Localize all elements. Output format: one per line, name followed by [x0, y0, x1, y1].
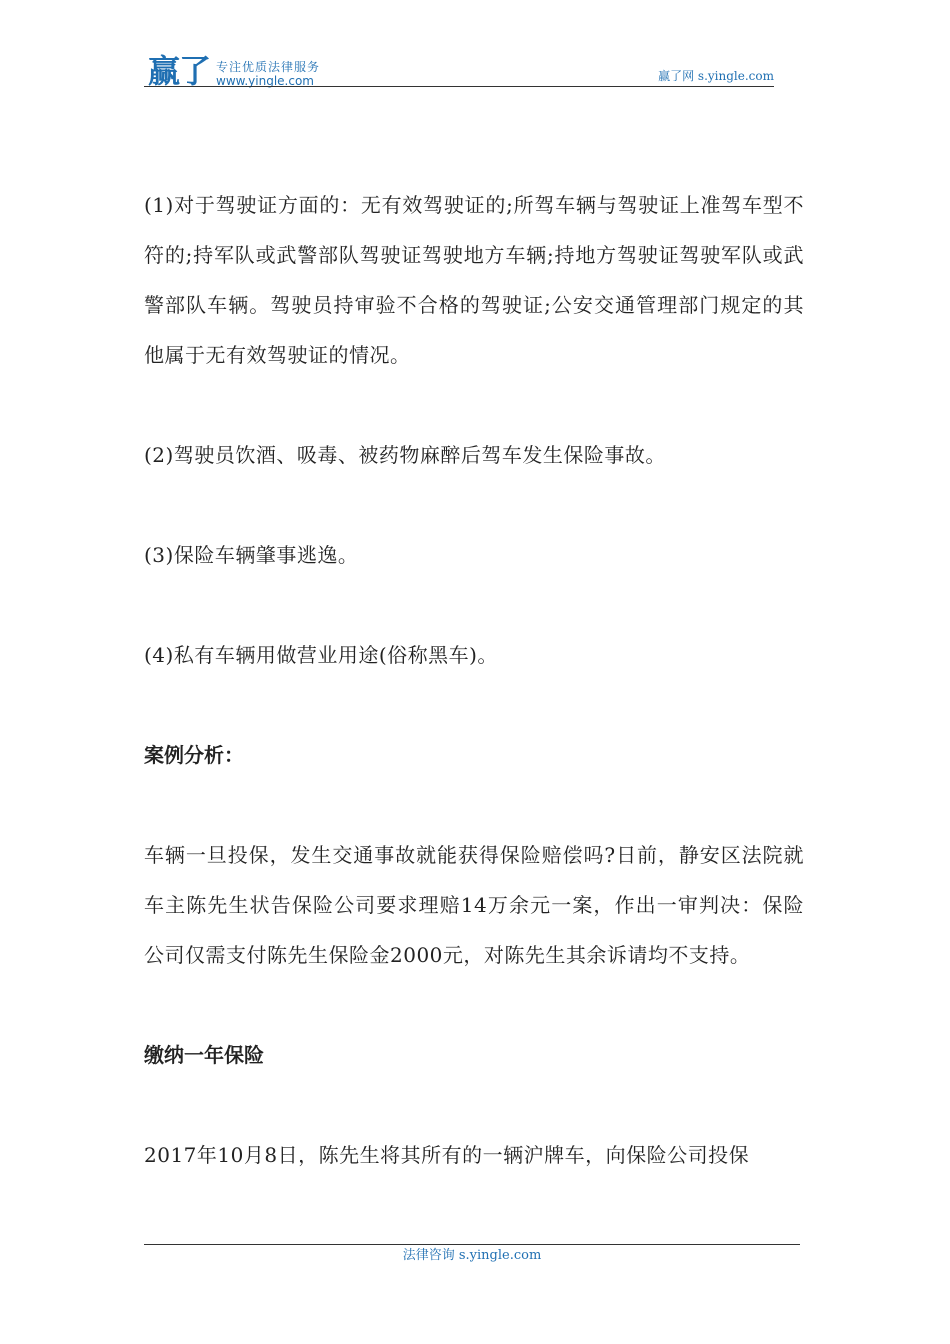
paragraph-gap [144, 480, 804, 530]
paragraph-hit-and-run: (3)保险车辆肇事逃逸。 [144, 543, 359, 567]
paragraph-drunk-driving: (2)驾驶员饮酒、吸毒、被药物麻醉后驾车发生保险事故。 [144, 443, 666, 467]
logo-mark: 赢了 [148, 52, 211, 90]
paragraph-case-detail: 2017年10月8日，陈先生将其所有的一辆沪牌车，向保险公司投保 [144, 1143, 750, 1167]
page-header [144, 50, 774, 88]
document-body [144, 180, 804, 1180]
yingle-logo[interactable] [148, 50, 320, 88]
footer-divider [144, 1244, 800, 1245]
paragraph-gap [144, 680, 804, 730]
logo-text [216, 60, 320, 88]
heading-case-analysis: 案例分析： [144, 743, 244, 767]
heading-insurance-year: 缴纳一年保险 [144, 1043, 264, 1067]
logo-slogan: 专注优质法律服务 [216, 60, 321, 74]
logo-url: www.yingle.com [216, 74, 314, 88]
paragraph-gap [144, 580, 804, 630]
header-divider [144, 86, 774, 87]
footer-link[interactable]: 法律咨询 s.yingle.com [402, 1248, 542, 1263]
paragraph-gap [144, 1080, 804, 1130]
header-site-link[interactable]: 赢了网 s.yingle.com [658, 69, 774, 83]
paragraph-private-vehicle: (4)私有车辆用做营业用途(俗称黑车)。 [144, 643, 498, 667]
paragraph-gap [144, 980, 804, 1030]
paragraph-case-summary: 车辆一旦投保，发生交通事故就能获得保险赔偿吗?日前，静安区法院就车主陈先生状告保险公司要求理赔14万余元一案，作出一审判决：保险公司仅需支付陈先生保险金2000元，对陈先生其余诉请均不支持。 [144, 843, 804, 967]
paragraph-gap [144, 380, 804, 430]
paragraph-license-conditions: (1)对于驾驶证方面的：无有效驾驶证的;所驾车辆与驾驶证上准驾车型不符的;持军队或武警部队驾驶证驾驶地方车辆;持地方驾驶证驾驶军队或武警部队车辆。驾驶员持审验不合格的驾驶证;公安交通管理部门规定的其他属于无有效驾驶证的情况。 [144, 193, 804, 367]
paragraph-gap [144, 780, 804, 830]
